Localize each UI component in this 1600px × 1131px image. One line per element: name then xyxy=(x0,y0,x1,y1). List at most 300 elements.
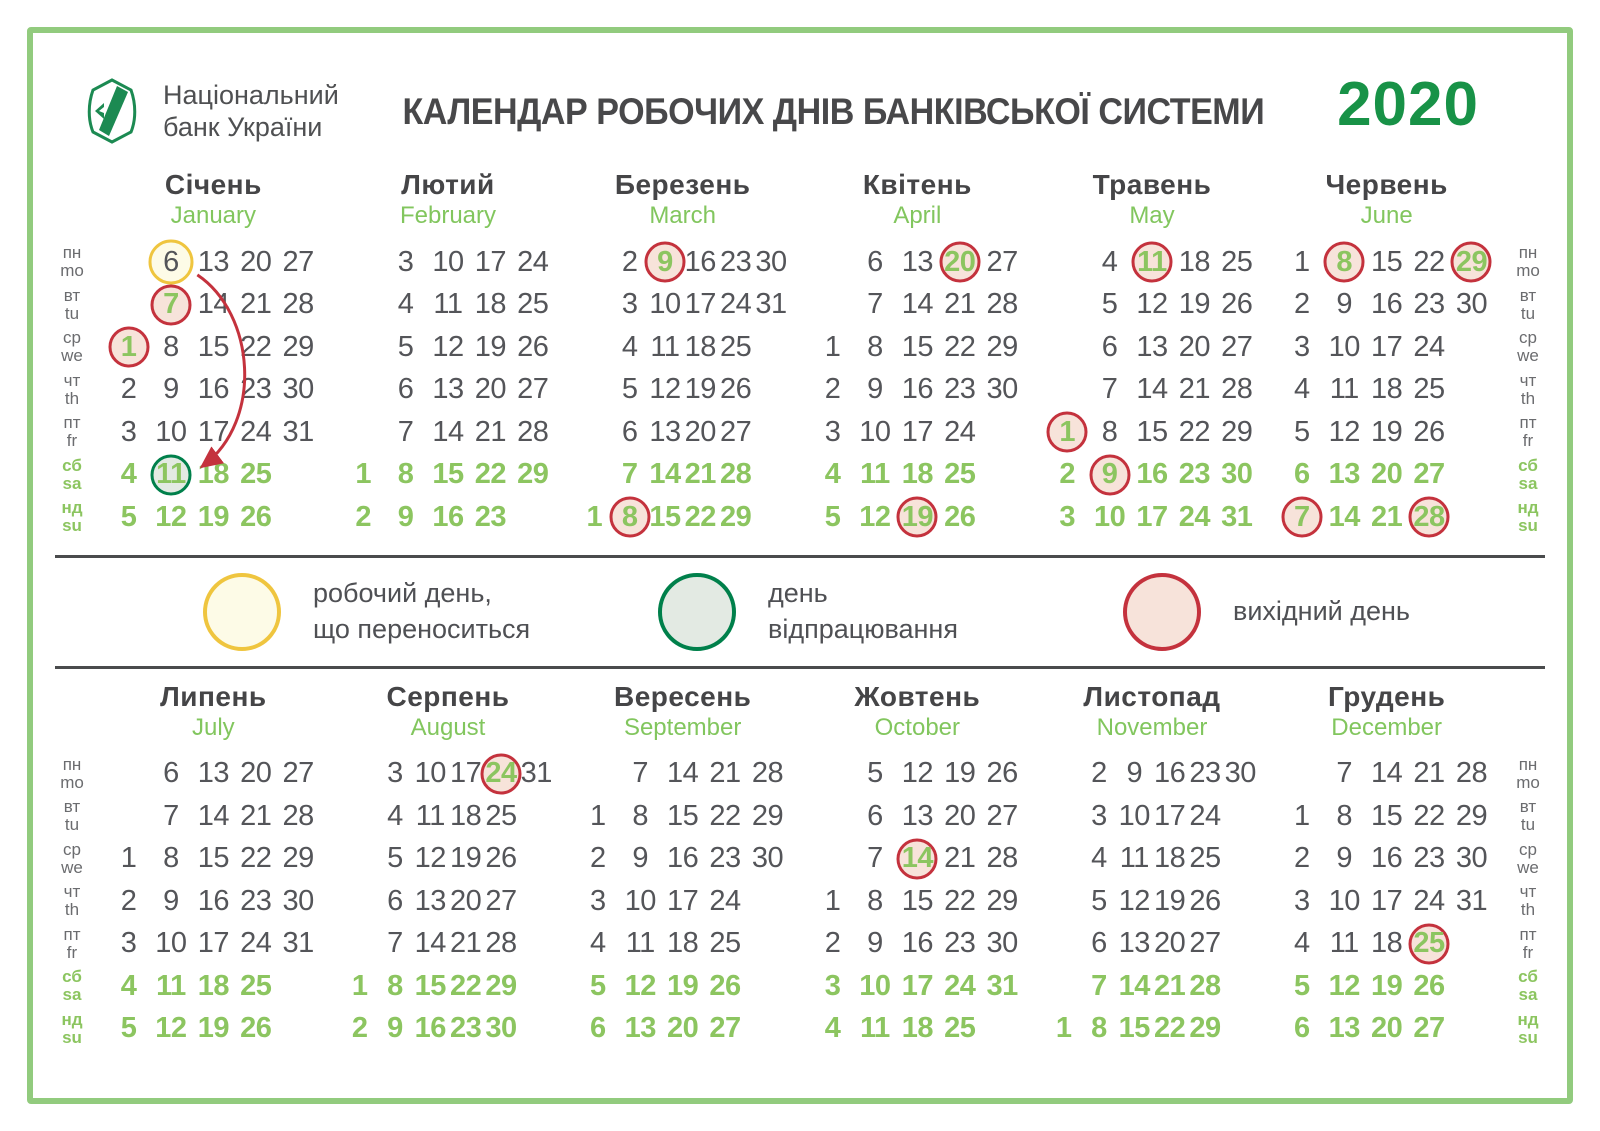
day-number: 30 xyxy=(986,373,1018,406)
day-cell xyxy=(469,496,511,539)
day-cell xyxy=(1187,795,1222,838)
day-cell xyxy=(704,795,746,838)
weekday-label-fr: пт fr xyxy=(63,924,81,962)
day-cell xyxy=(192,795,234,838)
day-number: 13 xyxy=(1118,927,1150,960)
day-number: 17 xyxy=(901,969,933,1002)
day-cell xyxy=(896,284,938,327)
day-cell xyxy=(1365,284,1407,327)
month-march xyxy=(566,169,799,539)
day-cell xyxy=(427,454,469,497)
day-number: 11 xyxy=(650,330,680,363)
day-cell xyxy=(150,284,192,327)
empty-cell xyxy=(746,965,788,1008)
day-number: 28 xyxy=(282,288,314,321)
day-number: 16 xyxy=(1371,288,1403,321)
month-may xyxy=(1036,169,1269,539)
day-number: 27 xyxy=(1189,927,1221,960)
day-number: 24 xyxy=(1189,799,1221,832)
day-cell xyxy=(981,880,1023,923)
day-cell xyxy=(1408,454,1450,497)
day-cell xyxy=(448,1008,483,1051)
day-number: 8 xyxy=(387,969,403,1002)
day-number: 4 xyxy=(1294,927,1310,960)
day-cell xyxy=(1323,838,1365,881)
weekday-row xyxy=(811,753,1023,796)
day-number: 24 xyxy=(240,415,272,448)
day-cell xyxy=(107,454,149,497)
empty-cell xyxy=(1450,369,1492,412)
empty-cell xyxy=(577,369,612,412)
day-number: 17 xyxy=(197,415,229,448)
empty-cell xyxy=(1223,923,1258,966)
day-cell xyxy=(1323,1008,1365,1051)
legend-text xyxy=(1233,594,1410,629)
day-number: 29 xyxy=(720,500,752,533)
day-number: 17 xyxy=(1154,799,1186,832)
weekday-row xyxy=(1281,923,1493,966)
day-cell xyxy=(577,965,619,1008)
day-number: 15 xyxy=(1371,799,1403,832)
day-cell xyxy=(277,326,319,369)
empty-cell xyxy=(746,923,788,966)
day-number: 5 xyxy=(824,500,841,533)
weekday-label-tu: вт tu xyxy=(1519,797,1537,835)
day-number: 8 xyxy=(621,500,638,533)
weekday-row xyxy=(1281,753,1493,796)
empty-cell xyxy=(107,284,149,327)
day-number: 22 xyxy=(944,884,976,917)
day-number: 25 xyxy=(1413,927,1445,960)
day-cell xyxy=(377,753,412,796)
day-cell xyxy=(1088,454,1130,497)
day-number: 10 xyxy=(624,884,656,917)
empty-cell xyxy=(107,241,149,284)
weekday-row xyxy=(1046,1008,1258,1051)
day-cell xyxy=(939,795,981,838)
day-number: 21 xyxy=(240,799,272,832)
month-name-en: August xyxy=(410,713,486,741)
month-name-ua: Серпень xyxy=(386,680,510,712)
day-cell xyxy=(1216,241,1258,284)
day-number: 15 xyxy=(414,969,446,1002)
day-cell xyxy=(1152,880,1187,923)
day-cell xyxy=(192,838,234,881)
day-number: 12 xyxy=(1136,288,1168,321)
weekday-row xyxy=(811,838,1023,881)
day-cell xyxy=(342,965,377,1008)
empty-cell xyxy=(753,411,788,454)
day-cell xyxy=(1131,326,1173,369)
day-cell xyxy=(1408,326,1450,369)
day-number: 1 xyxy=(120,842,137,875)
day-cell xyxy=(1173,369,1215,412)
day-cell xyxy=(1408,369,1450,412)
month-name-en: April xyxy=(893,202,942,229)
empty-cell xyxy=(1046,965,1081,1008)
day-cell xyxy=(647,284,682,327)
day-cell xyxy=(413,795,448,838)
day-cell xyxy=(150,838,192,881)
day-cell xyxy=(661,753,703,796)
day-number: 30 xyxy=(751,842,784,875)
day-cell xyxy=(1117,795,1152,838)
weekday-label-tu: вт tu xyxy=(63,797,81,835)
day-cell xyxy=(854,795,896,838)
day-cell xyxy=(1408,795,1450,838)
day-number: 22 xyxy=(1178,415,1210,448)
day-number: 19 xyxy=(684,373,716,406)
day-cell xyxy=(1450,838,1492,881)
day-number: 15 xyxy=(1136,415,1168,448)
weekday-label-th: чт th xyxy=(1519,370,1537,408)
day-cell xyxy=(1408,496,1450,539)
day-cell xyxy=(854,965,896,1008)
day-cell xyxy=(661,795,703,838)
weekday-row xyxy=(811,1008,1023,1051)
weekday-label-mo: пн mo xyxy=(1516,243,1540,281)
weekday-row xyxy=(577,241,789,284)
day-number: 26 xyxy=(240,1012,272,1045)
day-cell xyxy=(683,326,718,369)
day-cell xyxy=(683,454,718,497)
day-cell xyxy=(1365,326,1407,369)
day-cell xyxy=(619,1008,661,1051)
day-cell xyxy=(483,795,518,838)
day-cell xyxy=(1281,965,1323,1008)
day-number: 4 xyxy=(1101,245,1118,278)
day-cell xyxy=(483,880,518,923)
day-cell xyxy=(811,326,853,369)
day-number: 3 xyxy=(824,415,841,448)
legend-line: що переноситься xyxy=(313,613,531,644)
day-number: 31 xyxy=(1455,884,1488,917)
day-cell xyxy=(277,369,319,412)
day-number: 12 xyxy=(155,1012,187,1045)
day-number: 10 xyxy=(155,927,187,960)
day-number: 21 xyxy=(1371,500,1403,533)
day-cell xyxy=(854,369,896,412)
day-number: 12 xyxy=(901,757,933,790)
weekday-row xyxy=(811,241,1023,284)
day-number: 31 xyxy=(755,288,787,321)
weekday-label-we: ср we xyxy=(61,839,83,877)
empty-cell xyxy=(277,1008,319,1051)
empty-cell xyxy=(1450,923,1492,966)
day-number: 28 xyxy=(986,842,1018,875)
day-number: 11 xyxy=(156,969,186,1002)
empty-cell xyxy=(577,326,612,369)
day-cell xyxy=(427,241,469,284)
day-cell xyxy=(107,1008,149,1051)
day-cell xyxy=(1450,284,1492,327)
day-cell xyxy=(1173,411,1215,454)
empty-cell xyxy=(1450,411,1492,454)
day-cell xyxy=(981,965,1023,1008)
month-name-en: July xyxy=(191,713,235,741)
day-cell xyxy=(150,965,192,1008)
day-cell xyxy=(277,753,319,796)
day-number: 30 xyxy=(1455,288,1488,321)
weekday-row xyxy=(1046,880,1258,923)
day-number: 19 xyxy=(944,757,976,790)
day-number: 3 xyxy=(387,757,403,790)
day-number: 21 xyxy=(450,927,482,960)
day-number: 15 xyxy=(197,842,229,875)
day-number: 17 xyxy=(901,415,933,448)
day-cell xyxy=(469,369,511,412)
day-cell xyxy=(1365,795,1407,838)
day-number: 7 xyxy=(397,415,414,448)
day-cell xyxy=(107,369,149,412)
month-july xyxy=(97,681,330,1051)
day-cell xyxy=(1323,326,1365,369)
day-cell xyxy=(1081,1008,1116,1051)
day-number: 30 xyxy=(282,373,314,406)
day-cell xyxy=(753,284,788,327)
day-number: 14 xyxy=(1371,757,1403,790)
month-name-en: January xyxy=(170,202,257,229)
empty-cell xyxy=(1046,795,1081,838)
day-cell xyxy=(1081,965,1116,1008)
day-number: 21 xyxy=(1413,757,1445,790)
day-number: 4 xyxy=(397,288,414,321)
day-cell xyxy=(150,326,192,369)
day-number: 12 xyxy=(432,330,464,363)
day-number: 28 xyxy=(485,927,517,960)
day-cell xyxy=(1117,1008,1152,1051)
day-cell xyxy=(469,326,511,369)
day-number: 1 xyxy=(355,458,371,491)
day-cell xyxy=(1281,496,1323,539)
day-cell xyxy=(939,753,981,796)
day-cell xyxy=(1216,326,1258,369)
day-number: 3 xyxy=(397,245,414,278)
day-cell xyxy=(192,753,234,796)
day-number: 22 xyxy=(474,458,506,491)
day-number: 11 xyxy=(415,799,445,832)
day-number: 10 xyxy=(1328,330,1360,363)
day-cell xyxy=(811,965,853,1008)
day-cell xyxy=(939,965,981,1008)
day-cell xyxy=(1152,795,1187,838)
day-cell xyxy=(1117,880,1152,923)
empty-cell xyxy=(746,880,788,923)
day-number: 9 xyxy=(867,373,883,406)
weekday-label-tu: вт tu xyxy=(1519,285,1537,323)
day-cell xyxy=(1365,454,1407,497)
empty-cell xyxy=(342,880,377,923)
empty-cell xyxy=(342,284,384,327)
day-cell xyxy=(235,369,277,412)
month-february xyxy=(332,169,565,539)
empty-cell xyxy=(519,880,554,923)
day-cell xyxy=(896,411,938,454)
day-cell xyxy=(192,880,234,923)
day-number: 10 xyxy=(1093,500,1126,533)
weekday-row xyxy=(577,326,789,369)
day-number: 22 xyxy=(240,330,272,363)
day-number: 19 xyxy=(1154,884,1186,917)
day-number: 17 xyxy=(450,757,482,790)
day-number: 30 xyxy=(485,1012,517,1045)
day-cell xyxy=(377,923,412,966)
day-number: 22 xyxy=(684,500,716,533)
day-number: 13 xyxy=(1328,458,1360,491)
day-cell xyxy=(683,411,718,454)
weekday-row xyxy=(1046,241,1258,284)
day-number: 2 xyxy=(1294,842,1310,875)
empty-cell xyxy=(1223,880,1258,923)
weekday-label-we: ср we xyxy=(61,328,83,366)
day-cell xyxy=(192,241,234,284)
day-number: 24 xyxy=(709,884,741,917)
empty-cell xyxy=(519,923,554,966)
day-number: 8 xyxy=(397,458,414,491)
day-cell xyxy=(896,965,938,1008)
day-number: 5 xyxy=(120,500,137,533)
day-number: 15 xyxy=(197,330,229,363)
weekday-row xyxy=(1281,326,1493,369)
weekday-row xyxy=(342,753,554,796)
day-number: 20 xyxy=(474,373,506,406)
day-number: 29 xyxy=(751,799,784,832)
day-number: 23 xyxy=(450,1012,482,1045)
day-cell xyxy=(150,496,192,539)
day-number: 2 xyxy=(120,373,137,406)
day-number: 9 xyxy=(632,842,649,875)
day-cell xyxy=(1152,838,1187,881)
day-number: 11 xyxy=(433,288,463,321)
day-number: 19 xyxy=(1371,969,1403,1002)
weekday-row xyxy=(811,795,1023,838)
day-cell xyxy=(107,326,149,369)
day-number: 20 xyxy=(1371,1012,1403,1045)
month-september xyxy=(566,681,799,1051)
day-cell xyxy=(811,411,853,454)
day-cell xyxy=(612,241,647,284)
day-number: 16 xyxy=(901,373,933,406)
day-number: 10 xyxy=(432,245,464,278)
day-number: 1 xyxy=(1294,799,1310,832)
legend-text xyxy=(768,576,958,646)
day-cell xyxy=(448,838,483,881)
day-cell xyxy=(854,284,896,327)
empty-cell xyxy=(277,454,319,497)
weekday-spacer xyxy=(1505,169,1551,241)
day-cell xyxy=(612,369,647,412)
day-number: 6 xyxy=(867,245,883,278)
month-name-ua: Жовтень xyxy=(854,680,981,712)
day-number: 6 xyxy=(1294,458,1310,491)
day-number: 9 xyxy=(1101,458,1118,491)
day-number: 9 xyxy=(397,500,414,533)
weekday-label-mo: пн mo xyxy=(60,754,84,792)
empty-cell xyxy=(342,241,384,284)
day-number: 21 xyxy=(474,415,506,448)
day-cell xyxy=(150,241,192,284)
day-cell xyxy=(448,880,483,923)
empty-cell xyxy=(811,795,853,838)
day-cell xyxy=(413,1008,448,1051)
day-number: 14 xyxy=(1328,500,1360,533)
day-number: 21 xyxy=(1178,373,1210,406)
day-cell xyxy=(647,496,682,539)
weekday-label-mo: пн mo xyxy=(60,243,84,281)
empty-cell xyxy=(1046,241,1088,284)
day-cell xyxy=(235,1008,277,1051)
day-cell xyxy=(150,369,192,412)
day-number: 29 xyxy=(485,969,517,1002)
brand-line-1: Національний xyxy=(163,79,339,110)
day-number: 16 xyxy=(414,1012,446,1045)
day-number: 26 xyxy=(485,842,517,875)
day-cell xyxy=(107,496,149,539)
day-number: 2 xyxy=(355,500,371,533)
day-cell xyxy=(235,326,277,369)
month-name-en: December xyxy=(1331,713,1443,741)
day-cell xyxy=(854,326,896,369)
day-number: 23 xyxy=(944,373,976,406)
day-number: 5 xyxy=(1294,969,1310,1002)
day-cell xyxy=(647,369,682,412)
day-number: 18 xyxy=(197,969,229,1002)
day-cell xyxy=(619,795,661,838)
day-number: 24 xyxy=(517,245,549,278)
day-cell xyxy=(1365,880,1407,923)
day-cell xyxy=(647,454,682,497)
day-cell xyxy=(235,411,277,454)
day-number: 1 xyxy=(824,330,841,363)
weekday-row xyxy=(342,241,554,284)
day-cell xyxy=(854,838,896,881)
day-cell xyxy=(1323,923,1365,966)
day-cell xyxy=(277,880,319,923)
day-cell xyxy=(1088,326,1130,369)
day-number: 26 xyxy=(1413,415,1445,448)
day-cell xyxy=(1152,923,1187,966)
day-number: 29 xyxy=(1221,415,1253,448)
day-number: 6 xyxy=(163,245,179,278)
day-number: 13 xyxy=(197,245,229,278)
day-cell xyxy=(612,496,647,539)
weekday-row xyxy=(577,1008,789,1051)
day-cell xyxy=(519,753,554,796)
day-cell xyxy=(896,454,938,497)
day-number: 7 xyxy=(867,288,883,321)
day-cell xyxy=(1281,369,1323,412)
day-number: 14 xyxy=(197,288,229,321)
day-number: 22 xyxy=(450,969,482,1002)
day-number: 10 xyxy=(859,415,891,448)
day-cell xyxy=(896,241,938,284)
weekday-label-sa: сб sa xyxy=(1518,967,1538,1005)
day-number: 12 xyxy=(414,842,446,875)
month-grid xyxy=(1281,241,1493,539)
day-number: 4 xyxy=(824,458,841,491)
day-number: 2 xyxy=(824,373,841,406)
empty-cell xyxy=(342,753,377,796)
day-number: 29 xyxy=(1455,245,1488,278)
day-number: 17 xyxy=(684,288,716,321)
day-cell xyxy=(1323,284,1365,327)
day-number: 25 xyxy=(517,288,549,321)
empty-cell xyxy=(1281,753,1323,796)
day-cell xyxy=(1046,496,1088,539)
month-name-ua: Липень xyxy=(160,680,267,712)
weekday-row xyxy=(107,369,319,412)
weekday-row xyxy=(577,965,789,1008)
